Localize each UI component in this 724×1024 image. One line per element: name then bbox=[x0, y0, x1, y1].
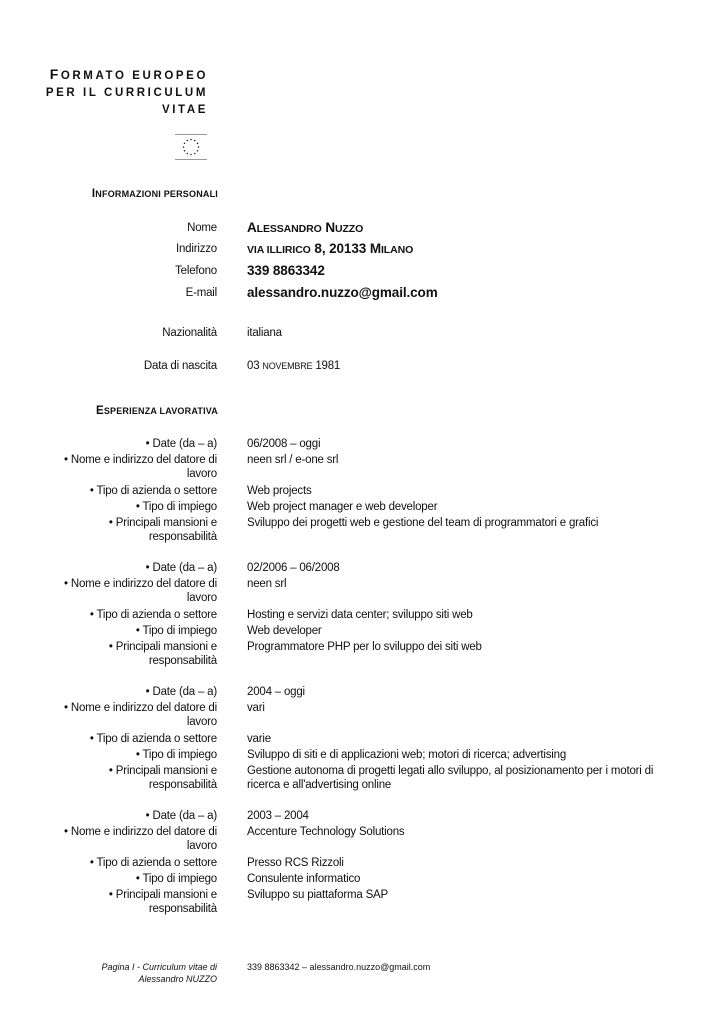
value-date: 2003 – 2004 bbox=[247, 810, 309, 822]
value-duties-line1: Programmatore PHP per lo sviluppo dei siti web bbox=[247, 641, 482, 653]
value-nome: ALESSANDRO NUZZO bbox=[247, 220, 364, 235]
value-email: alessandro.nuzzo@gmail.com bbox=[247, 285, 438, 300]
eu-star-icon bbox=[183, 146, 185, 148]
eu-star-icon bbox=[194, 153, 196, 155]
label-job: • Tipo di impiego bbox=[135, 625, 217, 637]
value-duties-line1: Gestione autonoma di progetti legati allo sviluppo, al posizionamento per i motori di bbox=[247, 765, 654, 777]
title-line-3: VITAE bbox=[161, 104, 208, 116]
eu-star-icon bbox=[194, 140, 196, 142]
eu-star-icon bbox=[197, 143, 199, 145]
label-sector: • Tipo di azienda o settore bbox=[89, 609, 217, 621]
value-job: Web developer bbox=[247, 625, 322, 637]
label-duties-line1: • Principali mansioni e bbox=[108, 641, 217, 653]
footer-page-line: Pagina I - Curriculum vitae di bbox=[101, 962, 217, 972]
value-duties-line1: Sviluppo su piattaforma SAP bbox=[247, 889, 388, 901]
label-date: • Date (da – a) bbox=[145, 562, 217, 574]
value-sector: Hosting e servizi data center; sviluppo siti web bbox=[247, 609, 473, 621]
title-line-1: FORMATO EUROPEO bbox=[49, 66, 208, 82]
value-sector: varie bbox=[247, 733, 271, 745]
label-employer-line1: • Nome e indirizzo del datore di bbox=[64, 826, 217, 838]
label-employer-line1: • Nome e indirizzo del datore di bbox=[64, 702, 217, 714]
label-sector: • Tipo di azienda o settore bbox=[89, 733, 217, 745]
label-job: • Tipo di impiego bbox=[135, 873, 217, 885]
value-duties bbox=[247, 888, 687, 902]
value-telefono: 339 8863342 bbox=[247, 263, 325, 278]
label-job: • Tipo di impiego bbox=[135, 749, 217, 761]
label-employer-line1: • Nome e indirizzo del datore di bbox=[64, 454, 217, 466]
label-indirizzo: Indirizzo bbox=[175, 243, 217, 255]
label-employer-line2: lavoro bbox=[186, 840, 217, 852]
value-date: 02/2006 – 06/2008 bbox=[247, 562, 340, 574]
value-employer: neen srl bbox=[247, 578, 287, 590]
eu-flag-icon bbox=[175, 134, 207, 160]
value-sector: Presso RCS Rizzoli bbox=[247, 857, 344, 869]
value-data-nascita: 03 NOVEMBRE 1981 bbox=[247, 360, 341, 372]
label-duties-line2: responsabilità bbox=[148, 655, 217, 667]
label-duties-line1: • Principali mansioni e bbox=[108, 765, 217, 777]
footer-contact: 339 8863342 – alessandro.nuzzo@gmail.com bbox=[247, 962, 431, 972]
value-job: Consulente informatico bbox=[247, 873, 361, 885]
label-telefono: Telefono bbox=[175, 265, 217, 277]
footer-name-line: Alessandro NUZZO bbox=[138, 974, 217, 984]
label-job: • Tipo di impiego bbox=[135, 501, 217, 513]
label-employer bbox=[60, 701, 217, 729]
cv-format-title bbox=[40, 66, 208, 119]
label-data-nascita: Data di nascita bbox=[143, 360, 217, 372]
label-sector: • Tipo di azienda o settore bbox=[89, 857, 217, 869]
title-line-2: PER IL CURRICULUM bbox=[45, 87, 208, 99]
value-employer: vari bbox=[247, 702, 265, 714]
value-duties-line1: Sviluppo dei progetti web e gestione del team di programmatori e grafici bbox=[247, 517, 599, 529]
value-duties bbox=[247, 640, 687, 654]
label-employer bbox=[60, 577, 217, 605]
label-employer-line2: lavoro bbox=[186, 468, 217, 480]
value-indirizzo: VIA ILLIRICO 8, 20133 MILANO bbox=[247, 241, 414, 256]
eu-star-icon bbox=[190, 139, 192, 141]
eu-star-icon bbox=[187, 153, 189, 155]
label-duties-line2: responsabilità bbox=[148, 531, 217, 543]
label-duties bbox=[60, 888, 217, 916]
section-title-personal: INFORMAZIONI PERSONALI bbox=[91, 188, 218, 200]
label-email: E-mail bbox=[185, 287, 217, 299]
label-duties-line2: responsabilità bbox=[148, 779, 217, 791]
label-employer bbox=[60, 453, 217, 481]
eu-star-icon bbox=[190, 154, 192, 156]
label-duties-line2: responsabilità bbox=[148, 903, 217, 915]
label-duties bbox=[60, 640, 217, 668]
label-duties-line1: • Principali mansioni e bbox=[108, 517, 217, 529]
value-employer: Accenture Technology Solutions bbox=[247, 826, 405, 838]
label-duties bbox=[60, 516, 217, 544]
value-nazionalita: italiana bbox=[247, 327, 282, 339]
label-sector: • Tipo di azienda o settore bbox=[89, 485, 217, 497]
label-nome: Nome bbox=[187, 222, 217, 234]
value-duties bbox=[247, 764, 687, 792]
label-duties bbox=[60, 764, 217, 792]
value-date: 06/2008 – oggi bbox=[247, 438, 321, 450]
value-job: Web project manager e web developer bbox=[247, 501, 438, 513]
eu-star-icon bbox=[198, 146, 200, 148]
label-employer-line2: lavoro bbox=[186, 716, 217, 728]
eu-star-icon bbox=[187, 140, 189, 142]
eu-star-icon bbox=[184, 143, 186, 145]
label-employer-line1: • Nome e indirizzo del datore di bbox=[64, 578, 217, 590]
value-sector: Web projects bbox=[247, 485, 312, 497]
label-date: • Date (da – a) bbox=[145, 810, 217, 822]
section-title-experience: ESPERIENZA LAVORATIVA bbox=[95, 405, 218, 417]
value-job: Sviluppo di siti e di applicazioni web; motori di ricerca; advertising bbox=[247, 749, 567, 761]
label-date: • Date (da – a) bbox=[145, 686, 217, 698]
value-duties bbox=[247, 516, 687, 530]
label-duties-line1: • Principali mansioni e bbox=[108, 889, 217, 901]
label-nazionalita: Nazionalità bbox=[162, 327, 217, 339]
value-duties-line2: ricerca e all'advertising online bbox=[247, 779, 392, 791]
footer-page-info bbox=[60, 961, 217, 985]
label-employer-line2: lavoro bbox=[186, 592, 217, 604]
value-date: 2004 – oggi bbox=[247, 686, 305, 698]
eu-star-icon bbox=[184, 150, 186, 152]
eu-stars-icon bbox=[175, 135, 207, 159]
value-employer: neen srl / e-one srl bbox=[247, 454, 339, 466]
label-date: • Date (da – a) bbox=[145, 438, 217, 450]
label-employer bbox=[60, 825, 217, 853]
eu-star-icon bbox=[197, 150, 199, 152]
